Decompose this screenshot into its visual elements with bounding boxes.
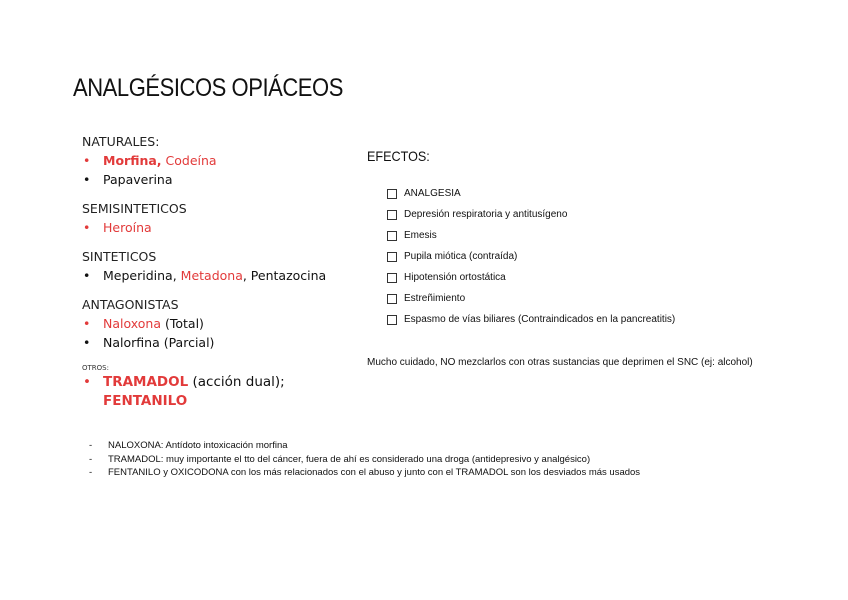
group-heading-naturales: NATURALES: [82, 134, 160, 149]
group-otros [82, 363, 372, 411]
checklist-item-label: ANALGESIA [404, 188, 461, 199]
drug-name-codeina: Codeína [161, 153, 217, 168]
drug-item-heroina [82, 218, 372, 237]
drug-name-nalorfina: Nalorfina (Parcial) [103, 335, 215, 350]
group-antagonistas [82, 296, 372, 352]
drug-name-morfina: Morfina, [103, 153, 162, 168]
drug-qualifier-total: (Total) [161, 316, 204, 331]
efectos-checklist [387, 183, 767, 330]
dash-marker: - [89, 440, 93, 451]
checklist-item [387, 204, 767, 225]
checklist-item-label: Hipotensión ortostática [404, 272, 506, 283]
checklist-item [387, 267, 767, 288]
drug-name-heroina: Heroína [103, 220, 152, 235]
note-text: TRAMADOL: muy importante el tto del cáncer, fuera de ahí es considerado una droga (antidepresivo y analgésico) [108, 453, 591, 465]
note-item [88, 453, 788, 467]
checklist-item-label: Depresión respiratoria y antitusígeno [404, 209, 568, 220]
group-heading-sinteticos: SINTETICOS [82, 249, 157, 264]
drug-name-papaverina: Papaverina [103, 172, 173, 187]
group-heading-antagonistas: ANTAGONISTAS [82, 297, 179, 312]
checklist-item-label: Estreñimiento [404, 293, 466, 304]
bullet: • [83, 172, 91, 187]
checklist-item-label: Espasmo de vías biliares (Contraindicados en la pancreatitis) [404, 314, 676, 325]
dash-marker: - [89, 453, 93, 465]
page-title: ANALGÉSICOS OPIÁCEOS [73, 74, 343, 102]
group-heading-otros: OTROS: [82, 364, 109, 372]
dash-marker: - [89, 467, 93, 478]
checklist-item [387, 309, 767, 330]
efectos-panel [367, 146, 767, 370]
group-naturales [82, 133, 372, 189]
bullet: • [83, 316, 91, 331]
group-semisinteticos [82, 200, 372, 237]
checklist-item-label: Emesis [404, 230, 437, 241]
checkbox-icon [387, 294, 397, 304]
checkbox-icon [387, 252, 397, 262]
drug-classification-panel [82, 133, 372, 422]
drug-name-metadona: Metadona [180, 268, 243, 283]
drug-name-meperidina: Meperidina, [103, 268, 181, 283]
checkbox-icon [387, 315, 397, 325]
drug-name-naloxona: Naloxona [103, 316, 161, 331]
drug-name-fentanilo: FENTANILO [103, 393, 188, 409]
drug-item-sinteticos [82, 266, 372, 285]
note-text: NALOXONA: Antídoto intoxicación morfina [108, 440, 288, 451]
note-item [88, 439, 788, 453]
group-sinteticos [82, 248, 372, 285]
drug-name-tramadol: TRAMADOL [103, 374, 189, 390]
checklist-item [387, 225, 767, 246]
drug-name-pentazocina: , Pentazocina [242, 268, 327, 283]
group-heading-semisinteticos: SEMISINTETICOS [82, 201, 187, 216]
checkbox-icon [387, 273, 397, 283]
note-text: FENTANILO y OXICODONA con los más relacionados con el abuso y junto con el TRAMADOL son los desviados más usados [108, 467, 641, 478]
checkbox-icon [387, 189, 397, 199]
checklist-item [387, 288, 767, 309]
efectos-title: EFECTOS: [367, 148, 430, 164]
drug-item-morfina-codeina [82, 151, 372, 170]
checklist-item [387, 183, 767, 204]
warning-note: Mucho cuidado, NO mezclarlos con otras sustancias que deprimen el SNC (ej: alcohol) [367, 357, 753, 368]
checkbox-icon [387, 210, 397, 220]
bullet: • [83, 335, 91, 350]
drug-item-otros [82, 373, 372, 411]
notes-list [88, 439, 788, 480]
bullet: • [83, 374, 91, 390]
bullet: • [83, 268, 91, 283]
drug-item-papaverina [82, 170, 372, 189]
note-item [88, 466, 788, 480]
checklist-item [387, 246, 767, 267]
checkbox-icon [387, 231, 397, 241]
bullet: • [83, 153, 91, 168]
drug-qualifier-dual: (acción dual); [188, 374, 285, 390]
drug-item-nalorfina [82, 333, 372, 352]
bullet: • [83, 220, 91, 235]
drug-item-naloxona [82, 314, 372, 333]
checklist-item-label: Pupila miótica (contraída) [404, 251, 518, 262]
